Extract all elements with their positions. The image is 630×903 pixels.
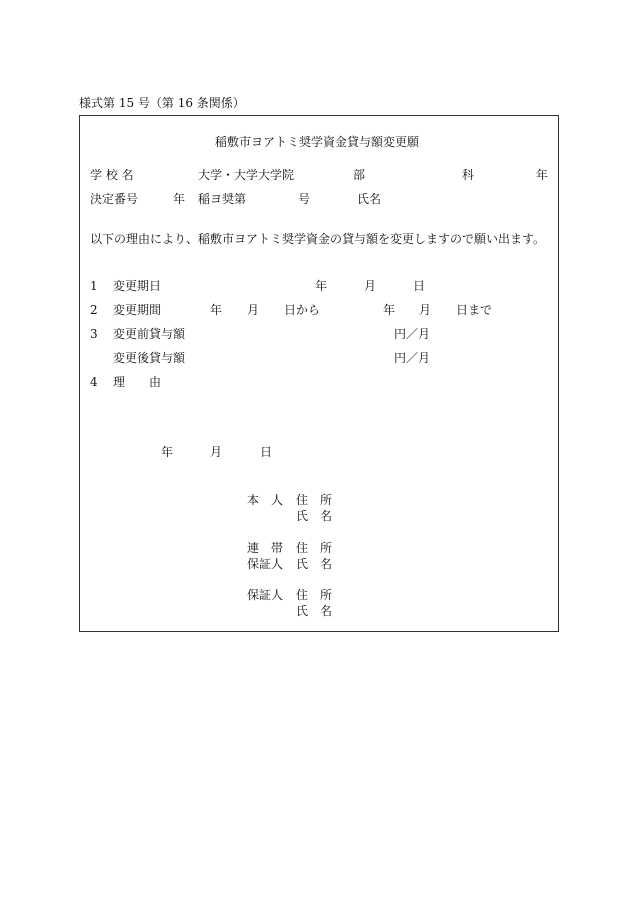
guarantor-name-field[interactable]: 氏 名 <box>296 604 333 618</box>
submission-year-field[interactable]: 年 <box>161 445 174 459</box>
amount-after-label: 変更後貸与額 <box>113 351 186 365</box>
decision-number-field[interactable]: 号 <box>298 192 311 206</box>
applicant-name-field[interactable]: 氏 名 <box>296 509 333 523</box>
change-date-day-field[interactable]: 日 <box>413 279 426 293</box>
submission-month-field[interactable]: 月 <box>210 445 223 459</box>
amount-after-field[interactable]: 円／月 <box>394 351 431 365</box>
item3-number: 3 <box>90 327 98 341</box>
decision-number-label: 決定番号 <box>90 192 139 206</box>
guarantor-address-field[interactable]: 住 所 <box>296 588 333 602</box>
period-to-year-field[interactable]: 年 <box>383 303 396 317</box>
amount-before-label: 変更前貸与額 <box>113 327 186 341</box>
joint-guarantor-label-2: 保証人 <box>247 557 284 571</box>
period-to-month-field[interactable]: 月 <box>419 303 432 317</box>
item4-number: 4 <box>90 375 98 389</box>
item1-number: 1 <box>90 279 98 293</box>
period-from-day-field[interactable]: 日から <box>284 303 321 317</box>
form-title: 稲敷市ヨアトミ奨学資金貸与額変更願 <box>215 135 420 149</box>
joint-guarantor-label-1: 連 帯 <box>247 541 284 555</box>
joint-guarantor-name-field[interactable]: 氏 名 <box>296 557 333 571</box>
course-field[interactable]: 科 <box>462 168 475 182</box>
period-from-month-field[interactable]: 月 <box>247 303 260 317</box>
name-field[interactable]: 氏名 <box>357 192 382 206</box>
joint-guarantor-address-field[interactable]: 住 所 <box>296 541 333 555</box>
school-label: 学 校 名 <box>90 168 134 182</box>
period-from-year-field[interactable]: 年 <box>210 303 223 317</box>
item2-number: 2 <box>90 303 98 317</box>
intro-statement: 以下の理由により、稲敷市ヨアトミ奨学資金の貸与額を変更しますので願い出ます。 <box>90 232 546 246</box>
applicant-label: 本 人 <box>247 493 284 507</box>
department-field[interactable]: 部 <box>353 168 366 182</box>
guarantor-label: 保証人 <box>247 588 284 602</box>
amount-before-field[interactable]: 円／月 <box>394 327 431 341</box>
change-date-month-field[interactable]: 月 <box>364 279 377 293</box>
university-field[interactable]: 大学・大学大学院 <box>198 168 295 182</box>
change-date-year-field[interactable]: 年 <box>315 279 328 293</box>
decision-year-field[interactable]: 年 <box>173 192 186 206</box>
submission-day-field[interactable]: 日 <box>260 445 273 459</box>
form-reference: 様式第 15 号（第 16 条関係） <box>79 96 245 110</box>
item1-label: 変更期日 <box>113 279 162 293</box>
item2-label: 変更期間 <box>113 303 162 317</box>
reason-label: 理 由 <box>113 375 162 389</box>
school-year-field[interactable]: 年 <box>536 168 549 182</box>
applicant-address-field[interactable]: 住 所 <box>296 493 333 507</box>
decision-prefix: 稲ヨ奨第 <box>198 192 247 206</box>
period-to-day-field[interactable]: 日まで <box>456 303 493 317</box>
